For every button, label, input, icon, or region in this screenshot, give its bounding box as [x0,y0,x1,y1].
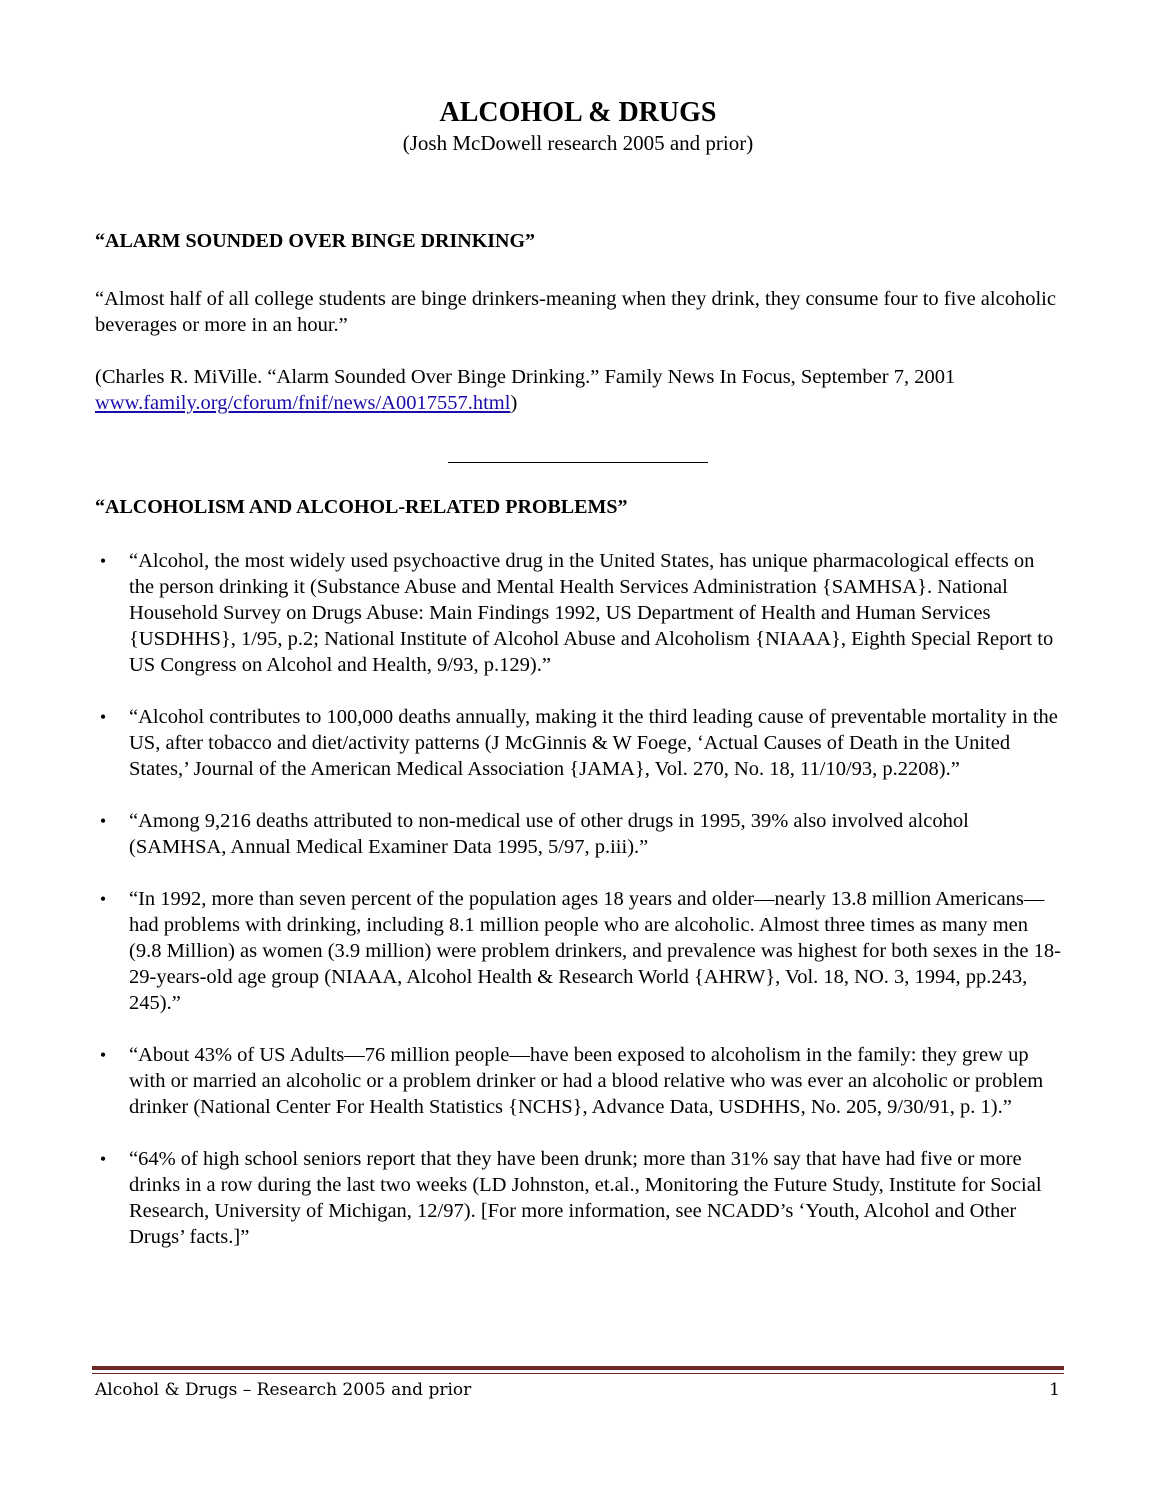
bullet-text: “64% of high school seniors report that they have been drunk; more than 31% say that have had five or more drinks in a row during the last two weeks (LD Johnston, et.al., Monitoring the Future Study, Institute for Social Research, University of Michigan, 12/97). [For more information, see NCADD’s ‘Youth, Alcohol and Other Drugs’ facts.]” [129,1148,1042,1248]
bullet-icon: • [99,889,107,909]
list-item [95,1146,1063,1250]
list-item [95,704,1063,782]
citation-close: ) [510,392,518,414]
section-separator [448,462,708,463]
citation-link[interactable]: www.family.org/cforum/fnif/news/A0017557.html [95,392,511,414]
page-subtitle: (Josh McDowell research 2005 and prior) [402,131,754,155]
bullet-icon: • [99,707,107,727]
bullet-text: “In 1992, more than seven percent of the population ages 18 years and older—nearly 13.8 million Americans—had problems with drinking, including 8.1 million people who are alcoholic. Almost three times as many men (9.8 Million) as women (3.9 million) were problem drinkers, and prevalence was highest for both sexes in the 18-29-years-old age group (NIAAA, Alcohol Health & Research World {AHRW}, Vol. 18, NO. 3, 1994, pp.243, 245).” [129,888,1061,1014]
bullet-icon: • [99,1045,107,1065]
bullet-text: “Alcohol contributes to 100,000 deaths annually, making it the third leading cause of preventable mortality in the US, after tobacco and diet/activity patterns (J McGinnis & W Foege, ‘Actual Causes of Death in the United States,’ Journal of the American Medical Association {JAMA}, Vol. 270, No. 18, 11/10/93, p.2208).” [129,706,1058,780]
footer-text: Alcohol & Drugs – Research 2005 and prior [95,1380,472,1400]
list-item [95,1042,1063,1120]
binge-citation [95,364,1060,416]
list-item [95,548,1063,678]
list-item [95,886,1063,1016]
alcoholism-bullet-list [95,548,1063,1276]
list-item [95,808,1063,860]
page-number: 1 [1049,1380,1060,1400]
footer-rule-thin [92,1373,1064,1374]
section-heading-binge: “ALARM SOUNDED OVER BINGE DRINKING” [95,230,536,252]
citation-text: (Charles R. MiVille. “Alarm Sounded Over Binge Drinking.” Family News In Focus, September 7, 2001 [95,366,956,388]
bullet-icon: • [99,1149,107,1169]
bullet-icon: • [99,811,107,831]
section-heading-alcoholism: “ALCOHOLISM AND ALCOHOL-RELATED PROBLEMS” [95,496,628,518]
bullet-text: “About 43% of US Adults—76 million people—have been exposed to alcoholism in the family: they grew up with or married an alcoholic or a problem drinker or had a blood relative who was ever an alcoholic or problem drinker (National Center For Health Statistics {NCHS}, Advance Data, USDHHS, No. 205, 9/30/91, p. 1).” [129,1044,1044,1118]
binge-quote: “Almost half of all college students are binge drinkers-meaning when they drink, they consume four to five alcoholic beverages or more in an hour.” [95,288,1056,336]
bullet-text: “Alcohol, the most widely used psychoactive drug in the United States, has unique pharmacological effects on the person drinking it (Substance Abuse and Mental Health Services Administration {SAMHSA}. National Household Survey on Drugs Abuse: Main Findings 1992, US Department of Health and Human Services {USDHHS}, 1/95, p.2; National Institute of Alcohol Abuse and Alcoholism {NIAAA}, Eighth Special Report to US Congress on Alcohol and Health, 9/93, p.129).” [129,550,1054,676]
bullet-icon: • [99,551,107,571]
footer-rule [92,1366,1064,1370]
bullet-text: “Among 9,216 deaths attributed to non-medical use of other drugs in 1995, 39% also involved alcohol (SAMHSA, Annual Medical Examiner Data 1995, 5/97, p.iii).” [129,810,969,858]
page-title: ALCOHOL & DRUGS [439,97,717,128]
